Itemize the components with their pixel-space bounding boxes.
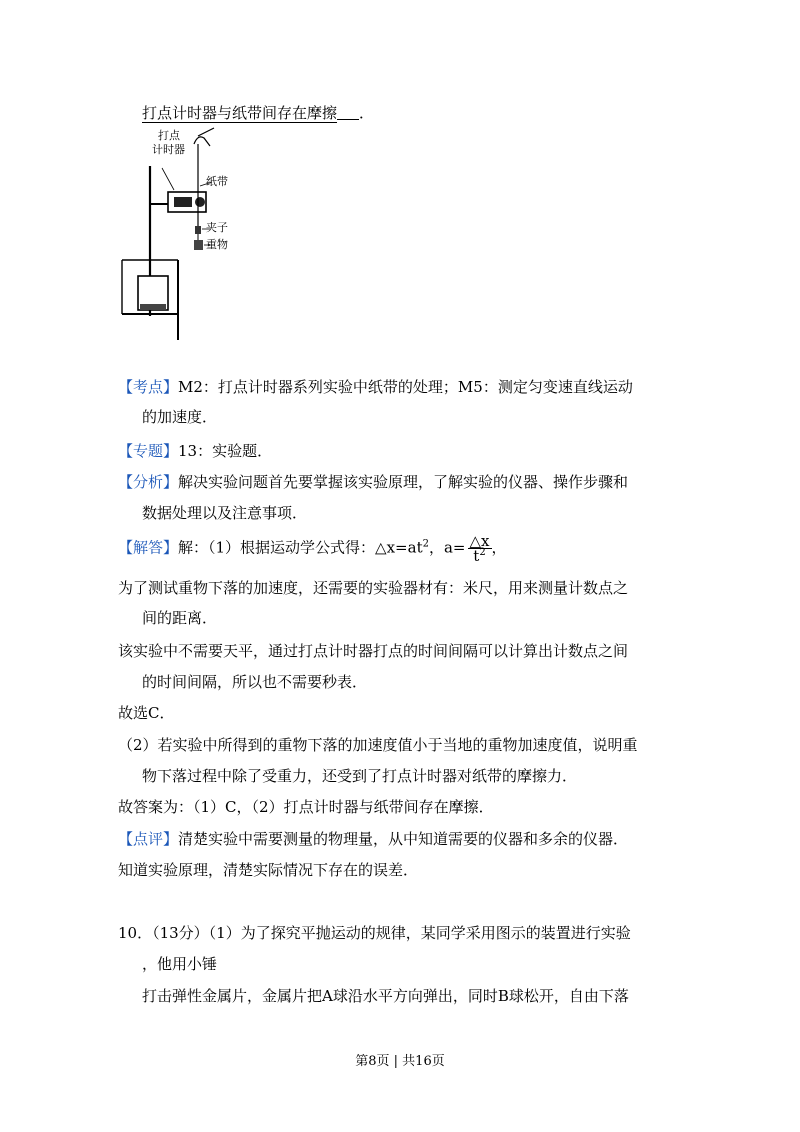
zhuanti-line <box>118 441 272 461</box>
jieda-tag: 【解答】 <box>118 538 179 557</box>
kaodian-tag: 【考点】 <box>118 378 179 396</box>
q10-line-3: 打击弹性金属片，金属片把A球沿水平方向弹出，同时B球松开，自由下落 <box>142 987 629 1005</box>
fraction-denominator <box>468 549 492 563</box>
body-line: 故答案为：（1）C，（2）打点计时器与纸带间存在摩擦． <box>118 798 494 816</box>
acceleration-fraction <box>468 534 492 563</box>
label-weight: 重物 <box>206 238 228 251</box>
fraction-den-base: t <box>473 547 480 565</box>
label-timer-1: 打点 <box>158 129 180 142</box>
dianping-line-2: 知道实验原理，清楚实际情况下存在的误差． <box>118 861 419 879</box>
dianping-text: 清楚实验中需要测量的物理量，从中知道需要的仪器和多余的仪器． <box>178 830 629 848</box>
body-line: （2）若实验中所得到的重物下落的加速度值小于当地的重物加速度值，说明重 <box>118 736 638 754</box>
fraction-den-sup: 2 <box>479 547 486 558</box>
answer-blank <box>337 105 359 120</box>
q10-line-2: ，他用小锤 <box>142 955 218 973</box>
body-line: 物下落过程中除了受重力，还受到了打点计时器对纸带的摩擦力． <box>142 767 578 785</box>
jieda-sup: 2 <box>422 538 429 550</box>
body-line: 故选C． <box>118 704 175 722</box>
label-tape: 纸带 <box>206 175 228 188</box>
zhuanti-text: 13：实验题． <box>178 442 273 460</box>
body-line: 的时间间隔，所以也不需要秒表． <box>142 673 368 691</box>
answer-underlined: 打点计时器与纸带间存在摩擦 <box>142 104 338 122</box>
jieda-mid: ，a= <box>428 538 466 557</box>
zhuanti-tag: 【专题】 <box>118 442 179 460</box>
apparatus-figure <box>118 126 228 342</box>
fraction-numerator: △x <box>469 532 490 550</box>
kaodian-line-2: 的加速度． <box>142 408 218 426</box>
dianping-tag: 【点评】 <box>118 830 179 848</box>
dianping-line-1 <box>118 829 628 849</box>
body-line: 为了测试重物下落的加速度，还需要的实验器材有：米尺，用来测量计数点之 <box>118 579 629 597</box>
fenxi-tag: 【分析】 <box>118 473 179 491</box>
answer-line <box>142 103 374 123</box>
kaodian-line-1 <box>118 377 633 397</box>
q10-line-1: 10．（13分）（1）为了探究平抛运动的规律，某同学采用图示的装置进行实验 <box>118 924 631 942</box>
kaodian-text: M2：打点计时器系列实验中纸带的处理；M5：测定匀变速直线运动 <box>178 378 633 396</box>
fenxi-line-1 <box>118 472 628 492</box>
body-line: 间的距离． <box>142 609 218 627</box>
jieda-line <box>118 534 507 563</box>
body-line: 该实验中不需要天平，通过打点计时器打点的时间间隔可以计算出计数点之间 <box>118 642 629 660</box>
jieda-pre: 解：（1）根据运动学公式得：△x=at <box>178 538 423 557</box>
fenxi-line-2: 数据处理以及注意事项． <box>142 504 308 522</box>
apparatus-diagram <box>118 126 228 342</box>
answer-suffix: ． <box>359 104 375 122</box>
label-clip: 夹子 <box>206 221 228 234</box>
fenxi-text: 解决实验问题首先要掌握该实验原理，了解实验的仪器、操作步骤和 <box>178 473 629 491</box>
page-footer: 第8页 | 共16页 <box>355 1054 445 1069</box>
label-timer-2: 计时器 <box>152 143 185 156</box>
jieda-post: ， <box>491 538 507 557</box>
